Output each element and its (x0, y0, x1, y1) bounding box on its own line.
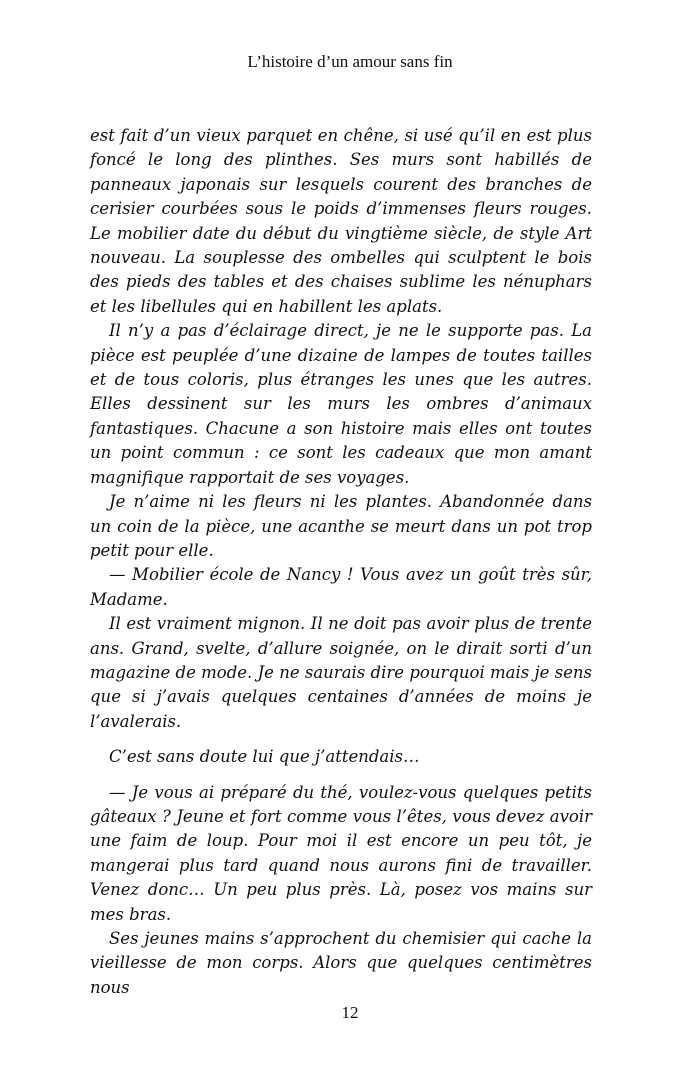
paragraph-lighting: Il n’y a pas d’éclairage direct, je ne le supporte pas. La pièce est peuplée d’une dizaine de lampes de toutes tailles et de tous coloris, plus étranges les unes que les autres. Elles dessinent sur les murs les ombres d’animaux fantastiques. Chacune a son histoire mais elles ont toutes un point commun : ce sont les cadeaux que mon amant magnifique rapportait de ses voyages. (90, 321, 592, 487)
paragraph-hands: Ses jeunes mains s’approchent du chemisier qui cache la vieillesse de mon corps. Alors que quelques centimètres nous (90, 929, 592, 997)
paragraph-plants: Je n’aime ni les fleurs ni les plantes. Abandonnée dans un coin de la pièce, une acanthe se meurt dans un pot trop petit pour elle. (90, 492, 592, 560)
running-head: L’histoire d’un amour sans fin (247, 52, 453, 71)
page-number: 12 (341, 1003, 359, 1022)
dialogue-furniture: — Mobilier école de Nancy ! Vous avez un goût très sûr, Madame. (90, 565, 592, 609)
body-text (90, 124, 592, 1000)
paragraph-young-man: Il est vraiment mignon. Il ne doit pas avoir plus de trente ans. Grand, svelte, d’allure soignée, on le dirait sorti d’un magazine de mode. Je ne saurais dire pourquoi mais je sens que si j’avais quelques centaines d’années de moins je l’avalerais. (90, 614, 592, 731)
dialogue-tea: — Je vous ai préparé du thé, voulez-vous quelques petits gâteaux ? Jeune et fort comme vous l’êtes, vous devez avoir une faim de loup. Pour moi il est encore un peu tôt, je mangerai plus tard quand nous aurons fini de travailler. Venez donc… Un peu plus près. Là, posez vos mains sur mes bras. (90, 782, 592, 924)
paragraph-waiting: C’est sans doute lui que j’attendais… (109, 747, 420, 767)
paragraph-continuation: est fait d’un vieux parquet en chêne, si usé qu’il en est plus foncé le long des plinthes. Ses murs sont habillés de panneaux japonais sur lesquels courent des branches de cerisier courbées sous le poids d’immenses fleurs rouges. Le mobilier date du début du vingtième siècle, de style Art nouveau. La souplesse des ombelles qui sculptent le bois des pieds des tables et des chaises sublime les nénuphars et les libellules qui en habillent les aplats. (90, 126, 592, 316)
